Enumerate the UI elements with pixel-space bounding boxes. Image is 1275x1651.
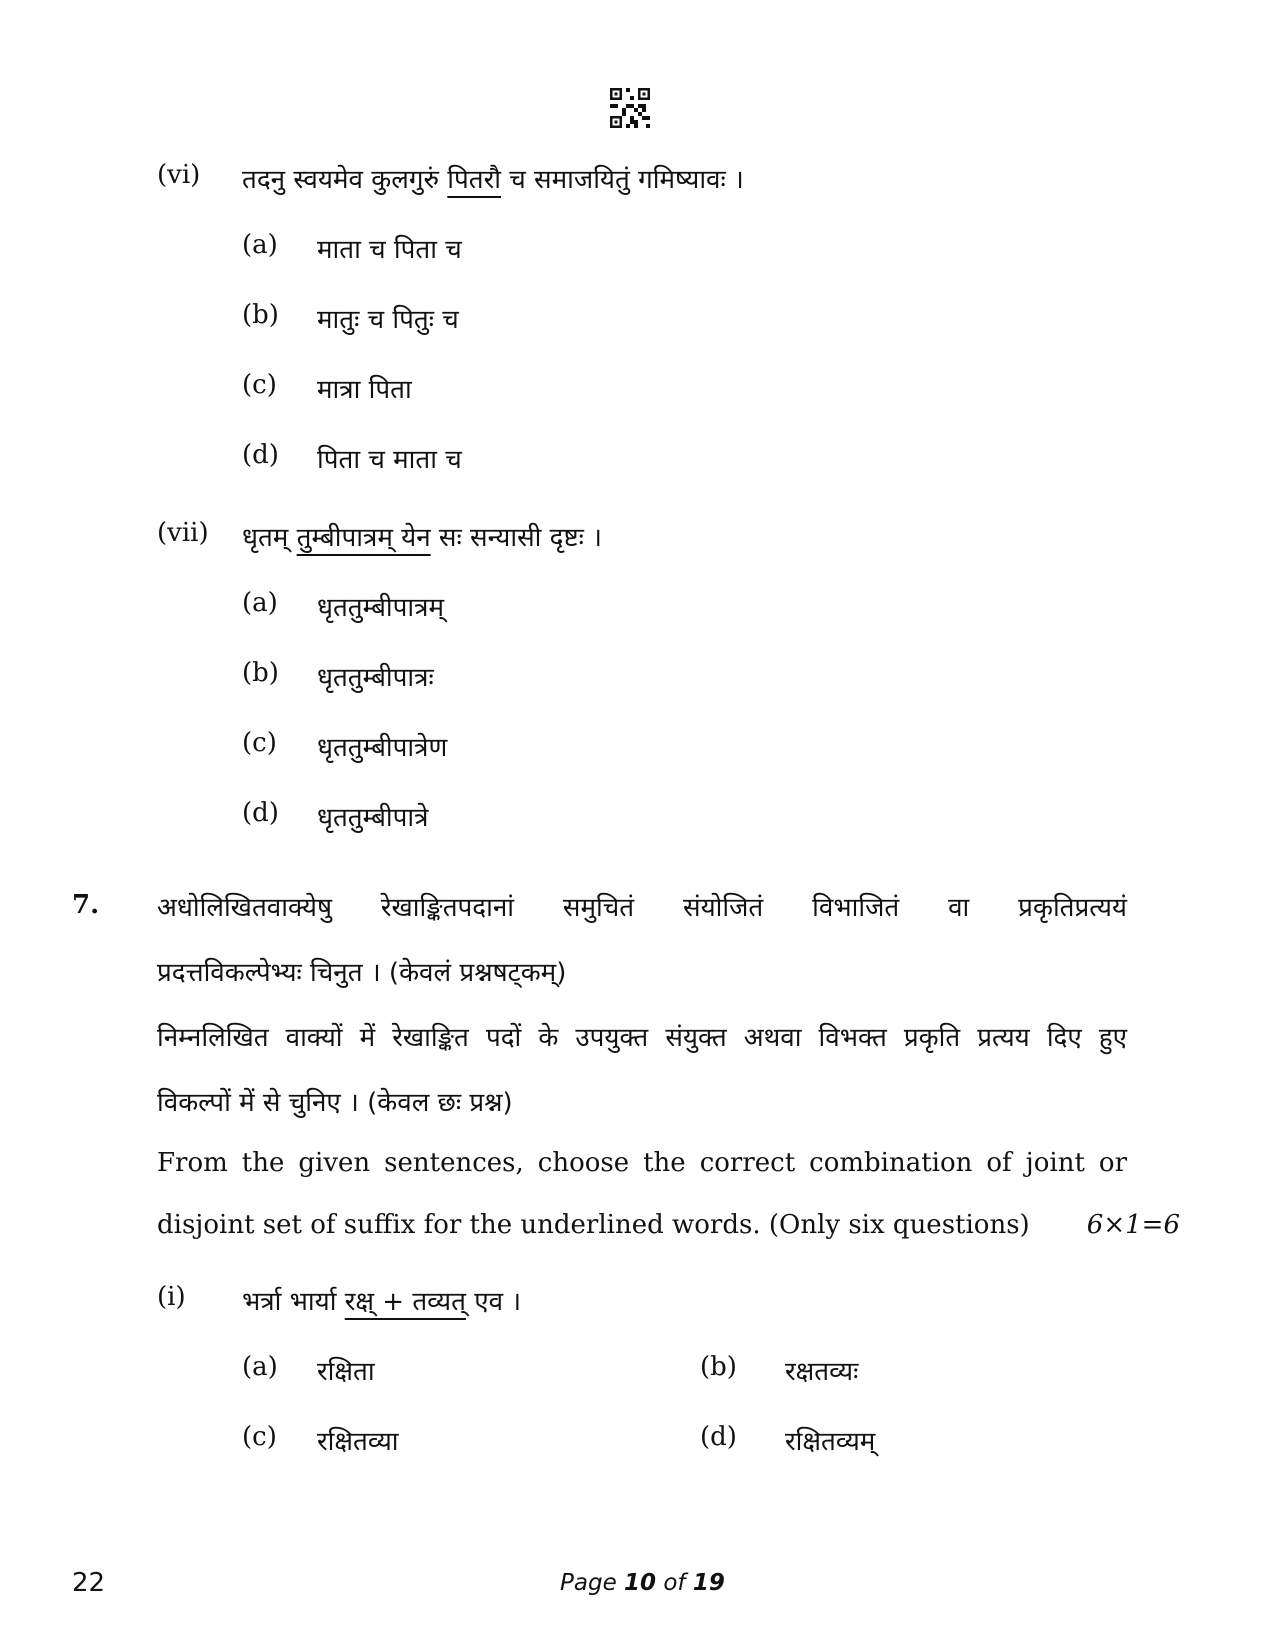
question-vii-underlined: तुम्बीपात्रम् येन [296,523,431,553]
question-vi-post: च समाजयितुं गमिष्यावः । [501,165,744,195]
question-7-i-text [242,1282,521,1318]
option-label: (d) [242,440,279,470]
page-code: 22 [72,1568,106,1598]
question-7-number: 7. [72,890,100,920]
question-7-i-post: एव । [465,1287,522,1317]
question-vii-number: (vii) [157,518,209,548]
option-text: धृततुम्बीपात्रम् [317,593,445,623]
page-of: of [656,1570,693,1596]
q7-hindi-line-2: विकल्पों में से चुनिए । (केवल छः प्रश्न) [157,1088,513,1118]
page-number [560,1570,725,1596]
question-vii-pre: धृतम् [242,523,297,553]
question-vii-text [242,518,602,554]
option-text: धृततुम्बीपात्रः [317,663,434,693]
option-label: (a) [242,588,278,618]
marks-allocation: 6×1=6 [1086,1210,1180,1240]
question-vi-number: (vi) [157,160,201,190]
option-text: धृततुम्बीपात्रे [317,803,429,833]
q7-hindi-line-1: निम्नलिखित वाक्यों में रेखाङ्कित पदों के उपयुक्त संयुक्त अथवा विभक्त प्रकृति प्रत्यय दिए हुए [157,1023,1127,1053]
question-7-i-number: (i) [157,1282,186,1312]
option-label: (b) [700,1352,737,1382]
question-vii-post: सः सन्यासी दृष्टः । [430,523,603,553]
q7-sanskrit-line-2: प्रदत्तविकल्पेभ्यः चिनुत । (केवलं प्रश्नषट्कम्) [157,958,567,988]
page-total: 19 [692,1570,725,1596]
option-label: (c) [242,728,277,758]
option-text: मातुः च पितुः च [317,305,459,335]
option-text: रक्षितव्या [317,1427,399,1457]
question-7-i-underlined: रक्ष् + तव्यत् [344,1287,466,1317]
option-label: (a) [242,230,278,260]
option-text: मात्रा पिता [317,375,412,405]
page-current: 10 [624,1570,657,1596]
qr-code [610,88,650,128]
option-label: (c) [242,1422,277,1452]
option-label: (d) [700,1422,737,1452]
question-7-i-pre: भर्त्रा भार्या [242,1287,345,1317]
option-text: रक्षितव्यम् [785,1427,876,1457]
option-text: रक्षिता [317,1357,375,1387]
option-label: (a) [242,1352,278,1382]
option-text: रक्षतव्यः [785,1357,859,1387]
option-label: (b) [242,658,279,688]
q7-english-line-2: disjoint set of suffix for the underlined words. (Only six questions) [157,1210,1030,1240]
q7-sanskrit-line-1: अधोलिखितवाक्येषु रेखाङ्कितपदानां समुचितं संयोजितं विभाजितं वा प्रकृतिप्रत्ययं [157,893,1127,923]
page-word: Page [560,1570,625,1596]
question-vi-pre: तदनु स्वयमेव कुलगुरुं [242,165,448,195]
option-text: धृततुम्बीपात्रेण [317,733,448,763]
option-text: पिता च माता च [317,445,462,475]
question-vi-underlined: पितरौ [447,165,501,195]
q7-english-line-1: From the given sentences, choose the correct combination of joint or [157,1148,1127,1178]
option-label: (c) [242,370,277,400]
option-label: (d) [242,798,279,828]
option-label: (b) [242,300,279,330]
question-vi-text [242,160,744,196]
option-text: माता च पिता च [317,235,462,265]
